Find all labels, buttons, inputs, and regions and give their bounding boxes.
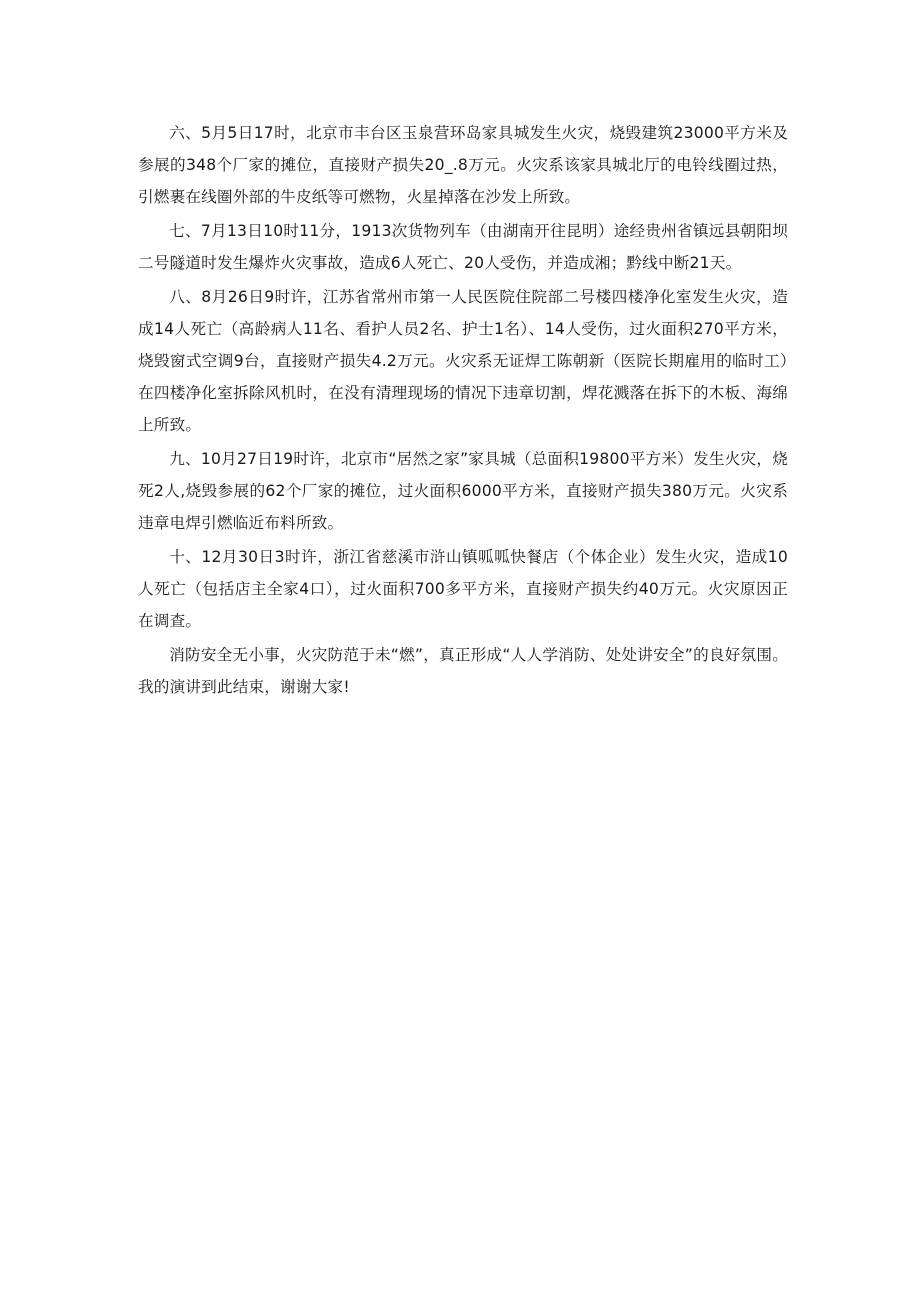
paragraph-item-10: 十、12月30日3时许，浙江省慈溪市浒山镇呱呱快餐店（个体企业）发生火灾，造成10人死亡（包括店主全家4口），过火面积700多平方米，直接财产损失约40万元。火灾原因正在调查。: [138, 548, 788, 630]
paragraph-item-9: 九、10月27日19时许，北京市“居然之家”家具城（总面积19800平方米）发生火灾，烧死2人,烧毁参展的62个厂家的摊位，过火面积6000平方米，直接财产损失380万元。火灾系违章电焊引燃临近布料所致。: [138, 450, 788, 532]
paragraph-item-6: 六、5月5日17时，北京市丰台区玉泉营环岛家具城发生火灾，烧毁建筑23000平方米及参展的348个厂家的摊位，直接财产损失20_.8万元。火灾系该家具城北厅的电铃线圈过热，引燃裹在线圈外部的牛皮纸等可燃物，火星掉落在沙发上所致。: [138, 124, 788, 206]
paragraph-item-7: 七、7月13日10时11分，1913次货物列车（由湖南开往昆明）途经贵州省镇远县朝阳坝二号隧道时发生爆炸火灾事故，造成6人死亡、20人受伤，并造成湘；黔线中断21天。: [138, 222, 788, 272]
document-body: [138, 117, 788, 705]
closing-paragraph: 消防安全无小事，火灾防范于未“燃”，真正形成“人人学消防、处处讲安全”的良好氛围。我的演讲到此结束，谢谢大家!: [138, 646, 788, 696]
paragraph-item-8: 八、8月26日9时许，江苏省常州市第一人民医院住院部二号楼四楼净化室发生火灾，造成14人死亡（高龄病人11名、看护人员2名、护士1名）、14人受伤，过火面积270平方米，烧毁窗式空调9台，直接财产损失4.2万元。火灾系无证焊工陈朝新（医院长期雇用的临时工）在四楼净化室拆除风机时，在没有清理现场的情况下违章切割，焊花溅落在拆下的木板、海绵上所致。: [138, 288, 788, 434]
